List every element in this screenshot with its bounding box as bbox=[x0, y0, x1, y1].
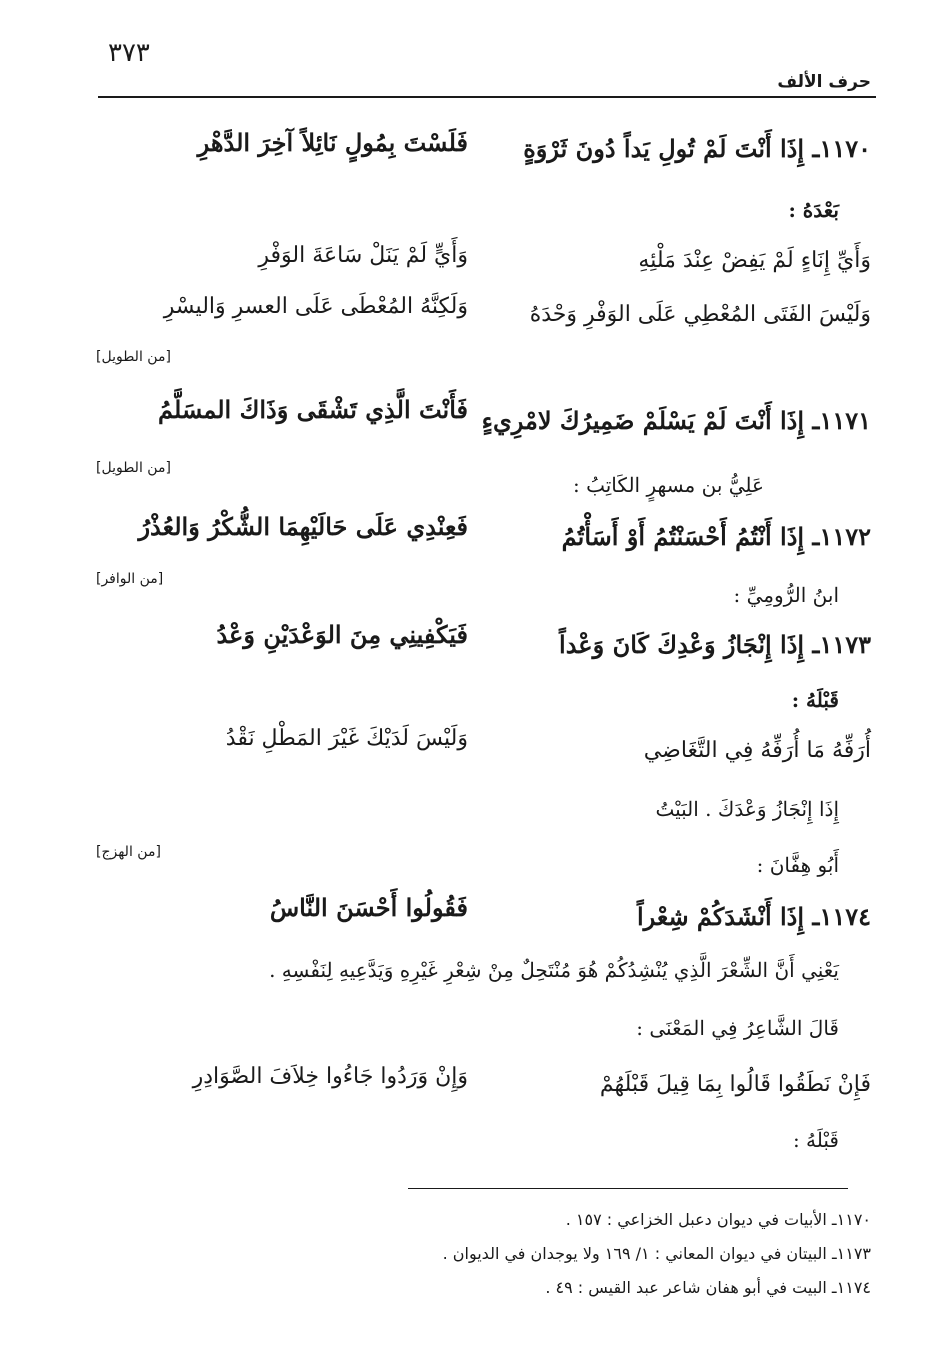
meter-label-1174: [من الهزج] bbox=[96, 844, 161, 860]
label-before-last: قَبْلَهُ : bbox=[792, 1128, 839, 1152]
header-divider bbox=[98, 96, 876, 98]
verse-1172-second-hemistich: فَعِنْدِي عَلَى حَالَيْهِمَا الشُّكْرُ وَالعُذْرُ bbox=[138, 512, 468, 541]
verse-before-1173-second: وَلَيْسَ لَدَيْكَ غَيْرَ المَطْلِ نَقْدُ bbox=[225, 726, 468, 751]
footnote-1174: ١١٧٤ـ البيت في أبو هفان شاعر عبد القيس : ٤٩ . bbox=[545, 1278, 871, 1297]
verse-1171-first-hemistich: ١١٧١ـ إِذَا أَنْتَ لَمْ يَسْلَمْ ضَمِيرُكَ لامْرِيءٍ bbox=[481, 406, 871, 435]
explanation-paragraph: يَعْنِي أَنَّ الشِّعْرَ الَّذِي يُنْشِدُكُمْ هُوَ مُنْتَحِلٌ مِنْ شِعْرِ غَيْرِهِ وَيَدَّعِيهِ لِنَفْسِهِ . bbox=[269, 958, 839, 982]
poet-name-1174: أَبُو هِفَّانَ : bbox=[756, 853, 839, 877]
meter-label-1172: [من الطويل] bbox=[96, 460, 171, 476]
verse-after-1170-b-first: وَلَيْسَ الفَتَى المُعْطِي عَلَى الوَفْرِ وَحْدَهُ bbox=[529, 302, 871, 327]
page-number: ٣٧٣ bbox=[108, 38, 150, 68]
poet-name-1173: ابنُ الرُّومِيِّ : bbox=[733, 583, 839, 607]
verse-meaning-first: فَإِنْ نَطَقُوا قَالُوا بِمَا قِيلَ قَبْلَهُمْ bbox=[599, 1072, 871, 1097]
verse-1170-second-hemistich: فَلَسْتَ بِمُولٍ نَائِلاً آخِرَ الدَّهْرِ bbox=[197, 128, 468, 157]
verse-after-1170-a-first: وَأَيِّ إِنَاءٍ لَمْ يَفِضْ عِنْدَ مَلْئِهِ bbox=[638, 248, 871, 273]
footnote-1170: ١١٧٠ـ الأبيات في ديوان دعبل الخزاعي : ١٥٧ . bbox=[565, 1210, 871, 1229]
verse-1172-first-hemistich: ١١٧٢ـ إِذَا أَنْتُمُ أَحْسَنْتُمُ أَوْ أَسَأْتُمُ bbox=[561, 522, 871, 551]
label-after: بَعْدَهُ : bbox=[788, 198, 839, 222]
meter-label-1171: [من الطويل] bbox=[96, 349, 171, 365]
label-before: قَبْلَهُ : bbox=[791, 688, 839, 712]
verse-1171-second-hemistich: فَأَنْتَ الَّذِي تَشْقَى وَذَاكَ المسَلَّمُ bbox=[158, 395, 468, 424]
running-header: حرف الألف bbox=[777, 72, 871, 92]
verse-1173-second-hemistich: فَيَكْفِينِي مِنَ الوَعْدَيْنِ وَعْدُ bbox=[216, 620, 468, 649]
verse-meaning-second: وَإِنْ وَرَدُوا جَاءُوا خِلاَفَ الصَّوَادِرِ bbox=[192, 1064, 468, 1089]
footnote-1173: ١١٧٣ـ البيتان في ديوان المعاني : ١/ ١٦٩ ولا يوجدان في الديوان . bbox=[442, 1244, 871, 1263]
verse-after-1170-b-second: وَلَكِنَّهُ المُعْطَى عَلَى العسرِ وَاليسْرِ bbox=[163, 294, 468, 319]
verse-after-1170-a-second: وَأَيٍّ لَمْ يَنَلْ سَاعَةَ الوَفْرِ bbox=[258, 243, 468, 268]
verse-1173-reference-line: إِذَا إِنْجَازُ وَعْدَكَ . البَيْتُ bbox=[655, 797, 839, 821]
meter-label-1173: [من الوافر] bbox=[96, 571, 164, 587]
footnote-divider bbox=[408, 1188, 848, 1189]
verse-before-1173-first: أُرَفِّهُ مَا أُرَفِّهُ فِي التَّغَاضِي bbox=[643, 738, 871, 763]
poet-intro-line: قَالَ الشَّاعِرُ فِي المَعْنَى : bbox=[636, 1016, 839, 1040]
verse-1174-second-hemistich: فَقُولُوا أَحْسَنَ النَّاسُ bbox=[269, 893, 468, 922]
verse-1174-first-hemistich: ١١٧٤ـ إِذَا أَنْشَدَكُمْ شِعْراً bbox=[636, 902, 871, 931]
verse-1170-first-hemistich: ١١٧٠ـ إِذَا أَنْتَ لَمْ تُولِ يَداً دُونَ ثَرْوَةٍ bbox=[523, 134, 871, 163]
poet-name-1172: عَلِيُّ بن مسهرٍ الكَاتِبُ : bbox=[573, 473, 764, 497]
verse-1173-first-hemistich: ١١٧٣ـ إِذَا إِنْجَازُ وَعْدِكَ كَانَ وَعْداً bbox=[559, 630, 871, 659]
